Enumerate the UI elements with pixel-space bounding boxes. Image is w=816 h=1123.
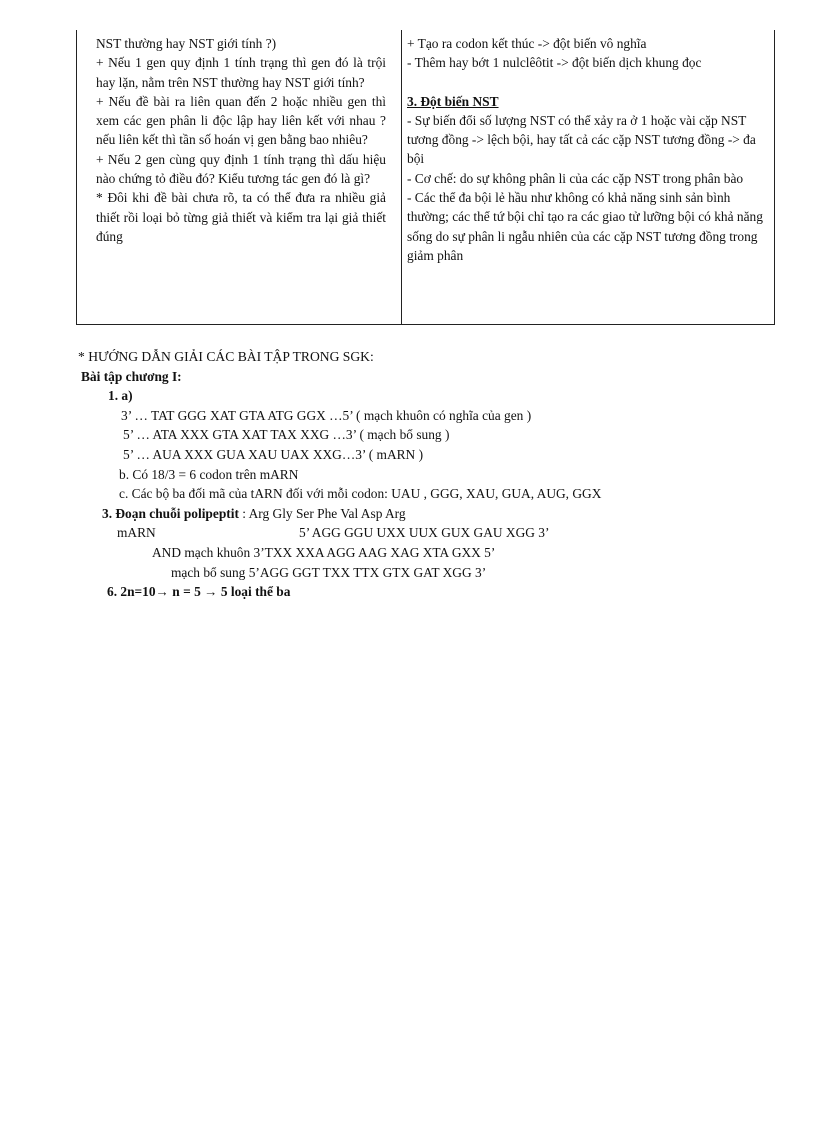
sequence-line: 5’ … AUA XXX GUA XAU UAX XXG…3’ ( mARN ) [123,446,424,462]
right-line: - Thêm hay bớt 1 nulclêôtit -> đột biến dịch khung đọc [407,55,702,71]
left-line: + Nếu 1 gen quy định 1 tính trạng thì gen đó là trội hay lặn, nằm trên NST thường hay NST giới tính? [96,55,386,90]
exercise-guide [78,347,778,602]
mrna-row [78,523,778,543]
left-line: * Đôi khi đề bài chưa rõ, ta có thể đưa ra nhiều giả thiết rồi loại bỏ từng giả thiết và kiểm tra lại giả thiết đúng [96,190,386,244]
left-line: NST thường hay NST giới tính ?) [96,36,277,51]
right-line: - Sự biến đổi số lượng NST có thể xảy ra ở 1 hoặc vài cặp NST tương đồng -> lệch bội, hay tất cả các cặp NST tương đồng -> đa bội [407,112,756,167]
right-column [407,34,763,265]
question-3 [78,504,778,524]
sequence-line: 3’ … TAT GGG XAT GTA ATG GGX …5’ ( mạch khuôn có nghĩa của gen ) [121,407,532,423]
left-line: + Nếu 2 gen cùng quy định 1 tính trạng thì dấu hiệu nào chứng tỏ điều đó? Kiểu tương tác gen đó là gì? [96,151,386,187]
right-line: - Cơ chế: do sự không phân li của các cặp NST trong phân bào [407,170,744,186]
guide-title: * HƯỚNG DẪN GIẢI CÁC BÀI TẬP TRONG SGK: [78,349,374,364]
right-line: - Các thể đa bội lẻ hầu như không có khả năng sinh sản bình thường; các thể tứ bội chỉ tạo ra các giao tử lưỡng bội có khả năng sống do sự phân li ngẫu nhiên của các cặp NST tương đồng trong giảm phân [407,190,763,263]
answer-1c: c. Các bộ ba đối mã của tARN đối với mỗi codon: UAU , GGG, XAU, GUA, AUG, GGX [119,486,602,502]
chapter-heading: Bài tập chương I: [81,368,182,384]
dna-template-row: AND mạch khuôn 3’TXX XXA AGG AAG XAG XTA GXX 5’ [152,544,496,560]
question-6: 6. 2n=10→ n = 5 → 5 loại thể ba [107,584,291,600]
left-column [96,34,386,246]
column-divider [401,30,402,324]
mrna-sequence: 5’ AGG GGU UXX UUX GUX GAU XGG 3’ [299,525,550,541]
right-line: + Tạo ra codon kết thúc -> đột biến vô nghĩa [407,36,647,51]
question-1-label: 1. a) [108,388,133,404]
mrna-label: mARN [117,525,156,541]
polypeptide-chain: : Arg Gly Ser Phe Val Asp Arg [238,505,406,521]
content-table [76,30,775,325]
answer-1b: b. Có 18/3 = 6 codon trên mARN [119,466,299,482]
section-heading: 3. Đột biến NST [407,93,499,109]
sequence-line: 5’ … ATA XXX GTA XAT TAX XXG …3’ ( mạch bổ sung ) [123,427,450,443]
left-line: + Nếu đề bài ra liên quan đến 2 hoặc nhiều gen thì xem các gen phân li độc lập hay liên kết với nhau ? nếu liên kết thì tần số hoán vị gen bằng bao nhiêu? [96,93,386,148]
question-3-label: 3. Đoạn chuỗi polipeptit [102,505,239,521]
dna-complement-row: mạch bổ sung 5’AGG GGT TXX TTX GTX GAT XGG 3’ [171,564,487,580]
